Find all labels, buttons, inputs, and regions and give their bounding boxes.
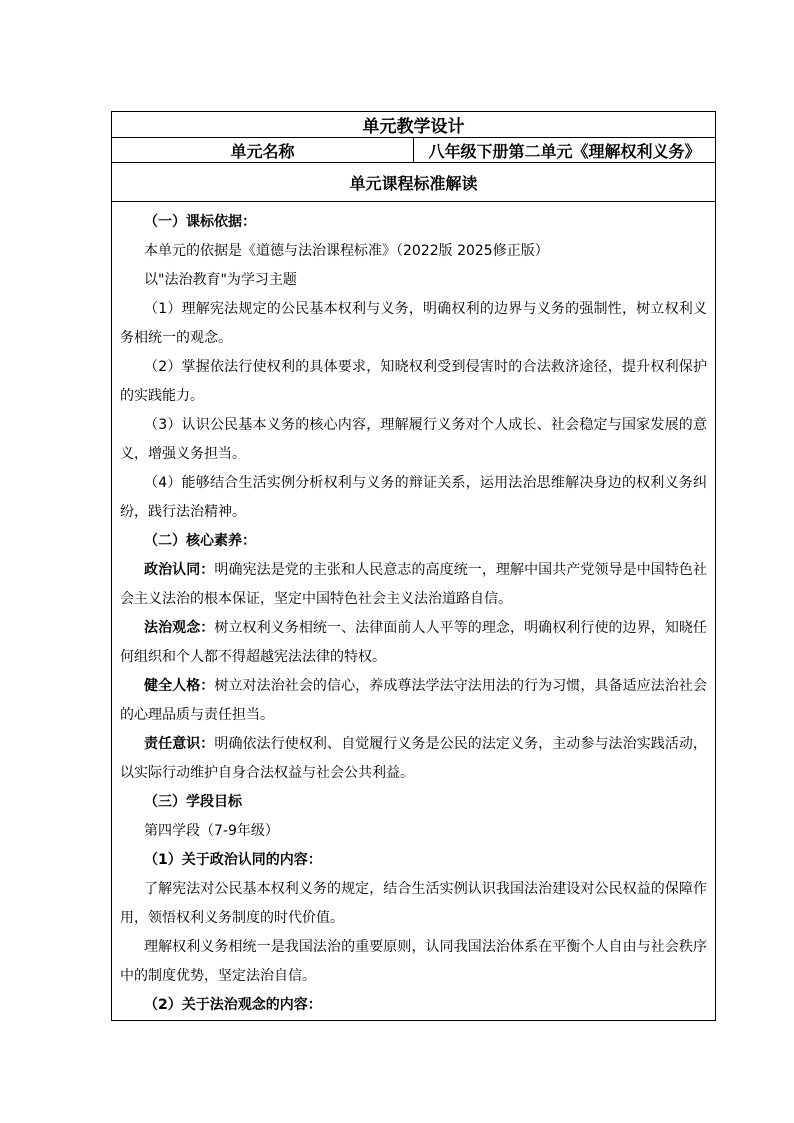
table-title: 单元教学设计 [112,112,716,138]
unit-design-table [111,111,716,1021]
section-title: 单元课程标准解读 [112,163,716,202]
literacy-text: 明确依法行使权利、自觉履行义务是公民的法定义务，主动参与法治实践活动，以实际行动维护自身合法权益与社会公共利益。 [120,736,708,781]
paragraph: 了解宪法对公民基本权利义务的规定，结合生活实例认识我国法治建设对公民权益的保障作用，领悟权利义务制度的时代价值。 [120,881,707,926]
paragraph: （1）理解宪法规定的公民基本权利与义务，明确权利的边界与义务的强制性，树立权利义务相统一的观念。 [120,301,707,346]
literacy-paragraph [120,730,707,788]
literacy-text: 树立权利义务相统一、法律面前人人平等的理念，明确权利行使的边界，知晓任何组织和个人都不得超越宪法法律的特权。 [120,620,708,665]
section-heading: （1）关于政治认同的内容： [144,852,322,868]
section-heading: （2）关于法治观念的内容： [144,997,322,1013]
unit-name-label: 单元名称 [112,138,414,163]
content-cell [112,202,716,1021]
section-heading: （三）学段目标 [144,794,242,810]
literacy-paragraph [120,556,707,614]
literacy-label: 法治观念： [144,620,215,636]
section-heading: （一）课标依据： [144,214,256,230]
content-body [112,202,715,1020]
literacy-label: 责任意识： [144,736,215,752]
paragraph: （2）掌握依法行使权利的具体要求，知晓权利受到侵害时的合法救济途径，提升权利保护的实践能力。 [120,359,707,404]
paragraph: 以"法治教育"为学习主题 [144,272,297,288]
paragraph: （3）认识公民基本义务的核心内容，理解履行义务对个人成长、社会稳定与国家发展的意义，增强义务担当。 [120,417,707,462]
paragraph: 本单元的依据是《道德与法治课程标准》（2022版 2025修正版） [144,243,549,259]
section-heading: （二）核心素养： [144,533,256,549]
literacy-text: 明确宪法是党的主张和人民意志的高度统一，理解中国共产党领导是中国特色社会主义法治的根本保证，坚定中国特色社会主义法治道路自信。 [120,562,708,607]
literacy-paragraph [120,672,707,730]
literacy-text: 树立对法治社会的信心，养成尊法学法守法用法的行为习惯，具备适应法治社会的心理品质与责任担当。 [120,678,708,723]
literacy-label: 健全人格： [144,678,215,694]
literacy-paragraph [120,614,707,672]
paragraph: 理解权利义务相统一是我国法治的重要原则，认同我国法治体系在平衡个人自由与社会秩序中的制度优势，坚定法治自信。 [120,939,707,984]
literacy-label: 政治认同： [144,562,215,578]
paragraph: 第四学段（7-9年级） [144,823,279,839]
unit-name-value: 八年级下册第二单元《理解权利义务》 [414,138,716,163]
paragraph: （4）能够结合生活实例分析权利与义务的辩证关系，运用法治思维解决身边的权利义务纠纷，践行法治精神。 [120,475,707,520]
